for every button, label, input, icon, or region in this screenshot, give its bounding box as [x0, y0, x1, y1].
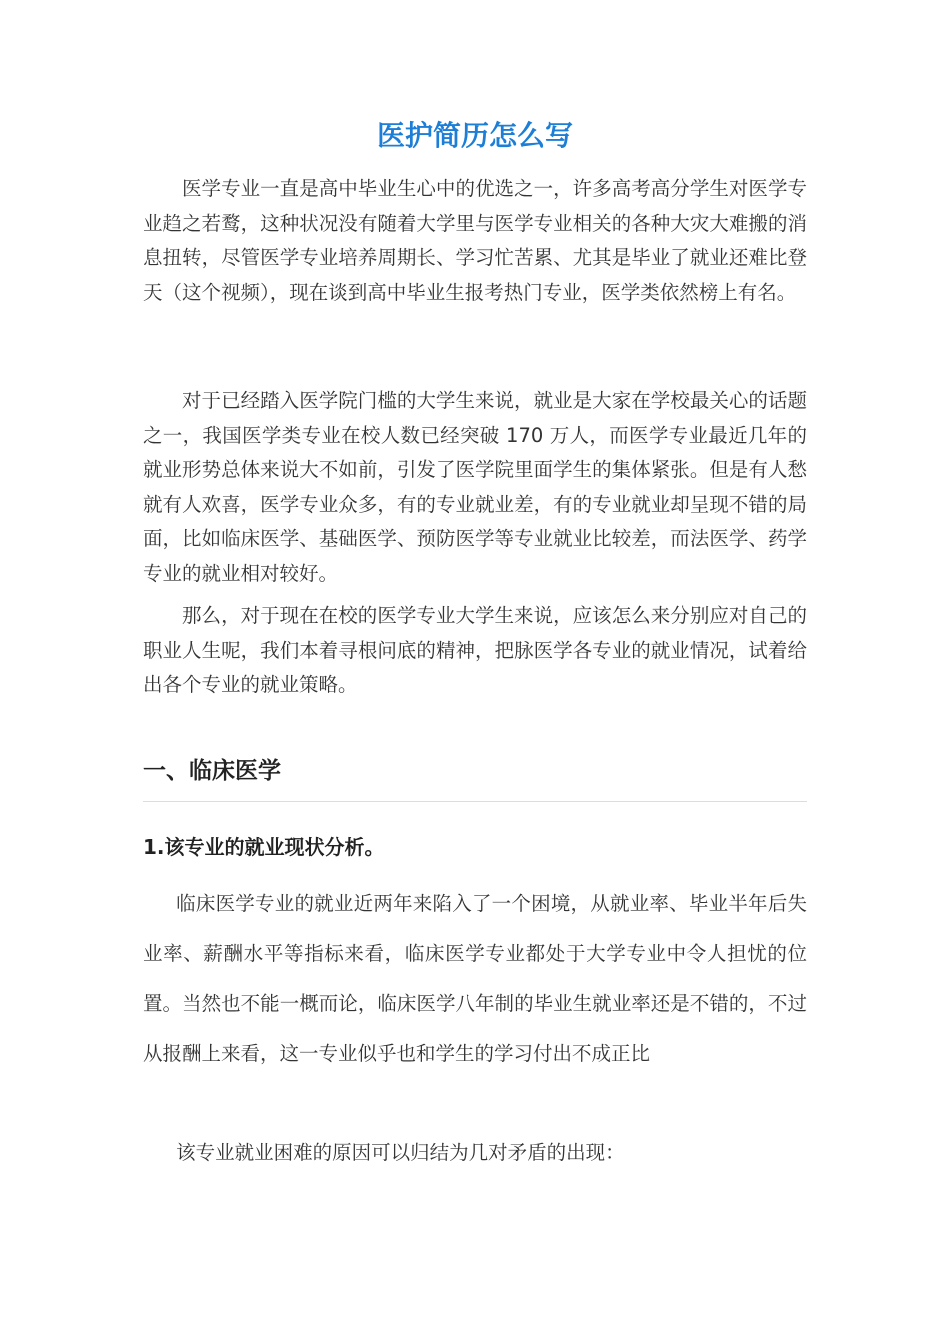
intro-paragraph-2: 对于已经踏入医学院门槛的大学生来说，就业是大家在学校最关心的话题之一，我国医学类专业在校人数已经突破 170 万人，而医学专业最近几年的就业形势总体来说大不如前，引发了医学院里面学生的集体紧张。但是有人愁就有人欢喜，医学专业众多，有的专业就业差，有的专业就业却呈现不错的局面，比如临床医学、基础医学、预防医学等专业就业比较差，而法医学、药学专业的就业相对较好。	[143, 389, 807, 585]
document-title: 医护简历怎么写	[376, 119, 573, 152]
intro-paragraph-1: 医学专业一直是高中毕业生心中的优选之一，许多高考高分学生对医学专业趋之若鹜，这种状况没有随着大学里与医学专业相关的各种大灾大难搬的消息扭转，尽管医学专业培养周期长、学习忙苦累、尤其是毕业了就业还难比登天（这个视频），现在谈到高中毕业生报考热门专业，医学类依然榜上有名。	[143, 177, 807, 304]
intro-paragraph-3: 那么，对于现在在校的医学专业大学生来说，应该怎么来分别应对自己的职业人生呢，我们本着寻根问底的精神，把脉医学各专业的就业情况，试着给出各个专业的就业策略。	[143, 604, 807, 697]
body-paragraph-1: 临床医学专业的就业近两年来陷入了一个困境，从就业率、毕业半年后失业率、薪酬水平等指标来看，临床医学专业都处于大学专业中令人担忧的位置。当然也不能一概而论，临床医学八年制的毕业生就业率还是不错的，不过从报酬上来看，这一专业似乎也和学生的学习付出不成正比	[143, 892, 807, 1065]
section-divider	[143, 801, 807, 802]
subsection-heading: 1.该专业的就业现状分析。	[143, 835, 385, 859]
body-paragraph-2: 该专业就业困难的原因可以归结为几对矛盾的出现：	[176, 1141, 625, 1164]
section-heading: 一、临床医学	[143, 758, 281, 784]
